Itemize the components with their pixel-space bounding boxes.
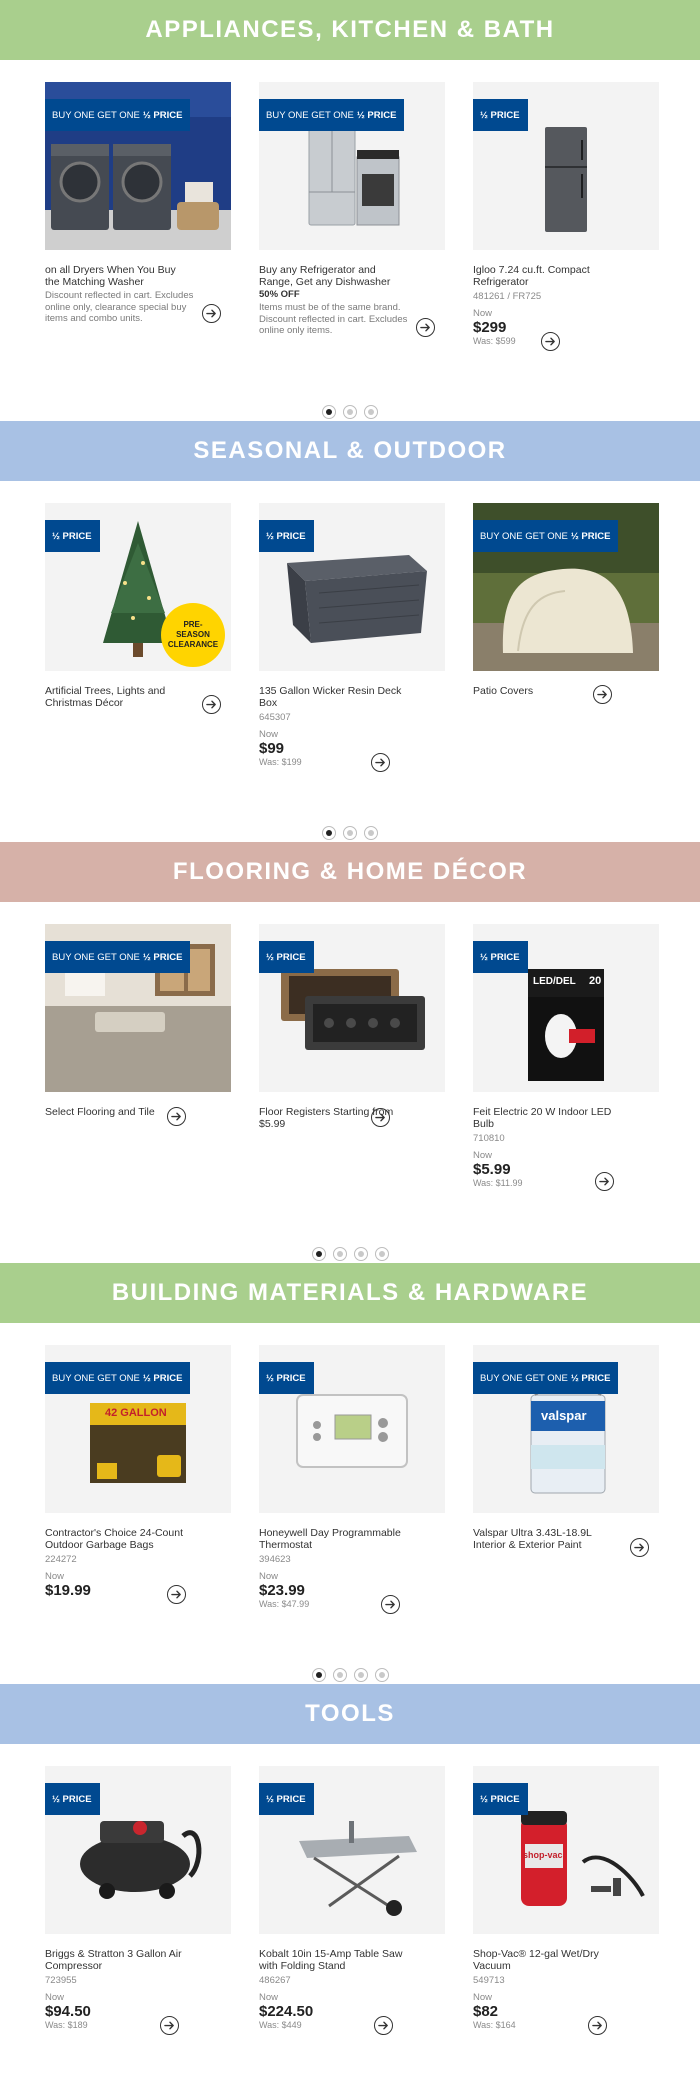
product-carousel [45, 1766, 660, 2066]
promo-badge [473, 520, 618, 552]
product-info [259, 1527, 445, 1609]
carousel-dot-3[interactable] [364, 405, 378, 419]
carousel-dot-1[interactable] [312, 1668, 326, 1682]
product-card[interactable] [259, 1345, 445, 1645]
product-card[interactable] [473, 82, 659, 382]
product-card[interactable] [45, 82, 231, 382]
product-title[interactable]: Igloo 7.24 cu.ft. Compact Refrigerator [473, 264, 590, 288]
svg-text:20: 20 [589, 975, 602, 987]
promo-badge [259, 520, 314, 552]
promo-badge-prefix: BUY ONE GET ONE [52, 1372, 140, 1384]
carousel-dot-4[interactable] [375, 1247, 389, 1261]
was-price: Was: $47.99 [259, 1599, 310, 1609]
section-4 [0, 1263, 700, 1684]
product-card[interactable] [473, 503, 659, 803]
product-card[interactable] [473, 924, 659, 1224]
product-title[interactable]: Briggs & Stratton 3 Gallon Air Compressor [45, 1948, 182, 1972]
arrow-right-icon [375, 757, 386, 768]
promo-badge [45, 99, 190, 131]
view-product-arrow-button[interactable] [160, 2016, 179, 2035]
product-image[interactable] [473, 1345, 659, 1513]
product-image[interactable] [45, 924, 231, 1092]
carousel-dot-2[interactable] [333, 1247, 347, 1261]
product-title[interactable]: Contractor's Choice 24-Count Outdoor Garbage Bags [45, 1527, 183, 1551]
product-title[interactable]: Select Flooring and Tile [45, 1106, 155, 1118]
section-2 [0, 421, 700, 842]
now-label: Now [473, 1150, 493, 1161]
arrow-right-icon [597, 689, 608, 700]
carousel-pagination [0, 405, 700, 421]
product-image[interactable] [45, 82, 231, 250]
sale-price: $94.50 [45, 2003, 91, 2020]
promo-badge-prefix: BUY ONE GET ONE [480, 530, 568, 542]
item-number: 394623 [259, 1554, 291, 1565]
product-image[interactable] [259, 503, 445, 671]
product-info [259, 1948, 445, 2030]
promo-badge-label: ½ PRICE [52, 530, 92, 542]
section-body [0, 1744, 700, 2081]
item-number: 645307 [259, 712, 291, 723]
promo-badge-prefix: BUY ONE GET ONE [52, 109, 140, 121]
arrow-right-icon [592, 2020, 603, 2031]
product-image[interactable] [473, 1766, 659, 1934]
carousel-dot-2[interactable] [343, 405, 357, 419]
promo-badge [45, 1362, 190, 1394]
item-number: 549713 [473, 1975, 505, 1986]
arrow-right-icon [375, 1112, 386, 1123]
view-product-arrow-button[interactable] [381, 1595, 400, 1614]
sale-price: $99 [259, 740, 285, 757]
offer-highlight: 50% OFF [259, 289, 300, 300]
arrow-right-icon [634, 1542, 645, 1553]
sale-price: $299 [473, 319, 507, 336]
section-3 [0, 842, 700, 1263]
product-title[interactable]: Feit Electric 20 W Indoor LED Bulb [473, 1106, 612, 1130]
product-info [473, 1106, 659, 1188]
offer-details: Items must be of the same brand. Discount reflected in cart. Excludes online only items. [259, 302, 408, 336]
promo-badge [473, 99, 528, 131]
promo-badge [45, 1783, 100, 1815]
product-carousel [45, 82, 660, 382]
carousel-dot-2[interactable] [333, 1668, 347, 1682]
section-header: APPLIANCES, KITCHEN & BATH [0, 0, 700, 60]
preseason-sticker: PRE-SEASON CLEARANCE [167, 620, 219, 649]
promo-badge-label: ½ PRICE [480, 951, 520, 963]
offer-details: Discount reflected in cart. Excludes online only, clearance special buy items and combo units. [45, 290, 194, 324]
now-label: Now [45, 1571, 65, 1582]
arrow-right-icon [171, 1111, 182, 1122]
product-info [259, 1106, 445, 1130]
now-label: Now [259, 729, 279, 740]
carousel-pagination [0, 826, 700, 842]
promo-badge-label: ½ PRICE [480, 1793, 520, 1805]
promo-badge [259, 941, 314, 973]
product-card[interactable] [473, 1345, 659, 1645]
product-info [473, 264, 659, 346]
section-body [0, 902, 700, 1263]
product-card[interactable] [45, 1345, 231, 1645]
product-image[interactable] [473, 924, 659, 1092]
now-label: Now [259, 1992, 279, 2003]
arrow-right-icon [164, 2020, 175, 2031]
product-title[interactable]: Honeywell Day Programmable Thermostat [259, 1527, 401, 1551]
view-product-arrow-button[interactable] [167, 1585, 186, 1604]
view-product-arrow-button[interactable] [371, 1108, 390, 1127]
carousel-dot-1[interactable] [322, 405, 336, 419]
promo-badge-label: ½ PRICE [570, 1372, 611, 1384]
promo-badge-prefix: BUY ONE GET ONE [52, 951, 140, 963]
view-product-arrow-button[interactable] [541, 332, 560, 351]
view-product-arrow-button[interactable] [167, 1107, 186, 1126]
view-product-arrow-button[interactable] [595, 1172, 614, 1191]
was-price: Was: $164 [473, 2020, 516, 2030]
was-price: Was: $11.99 [473, 1178, 523, 1188]
section-body [0, 60, 700, 421]
was-price: Was: $199 [259, 757, 302, 767]
view-product-arrow-button[interactable] [202, 695, 221, 714]
sale-price: $19.99 [45, 1582, 91, 1599]
carousel-pagination [0, 1247, 700, 1263]
sale-price: $5.99 [473, 1161, 511, 1178]
carousel-dot-3[interactable] [354, 1247, 368, 1261]
product-carousel [45, 1345, 660, 1645]
product-image[interactable] [259, 1766, 445, 1934]
product-image[interactable] [259, 1345, 445, 1513]
now-label: Now [473, 1992, 493, 2003]
product-title[interactable]: Artificial Trees, Lights and Christmas Décor [45, 685, 166, 709]
carousel-dot-4[interactable] [375, 1668, 389, 1682]
product-label-text: shop-vac [523, 1850, 563, 1860]
promo-badge-label: ½ PRICE [570, 530, 611, 542]
carousel-dot-3[interactable] [364, 826, 378, 840]
product-title[interactable]: Shop-Vac® 12-gal Wet/Dry Vacuum [473, 1948, 599, 1972]
product-card[interactable] [259, 82, 445, 382]
section-body [0, 481, 700, 842]
was-price: Was: $189 [45, 2020, 88, 2030]
section-header: TOOLS [0, 1684, 700, 1744]
product-info [473, 1948, 659, 2030]
view-product-arrow-button[interactable] [202, 304, 221, 323]
promo-badge [259, 1362, 314, 1394]
product-title[interactable]: Kobalt 10in 15-Amp Table Saw with Folding Stand [259, 1948, 403, 1972]
carousel-dot-1[interactable] [312, 1247, 326, 1261]
sale-price: $23.99 [259, 1582, 305, 1599]
promo-badge [473, 941, 528, 973]
promo-badge-prefix: BUY ONE GET ONE [480, 1372, 568, 1384]
product-title[interactable]: Floor Registers Starting from $5.99 [259, 1106, 394, 1130]
promo-badge [45, 941, 190, 973]
section-header: SEASONAL & OUTDOOR [0, 421, 700, 481]
product-image[interactable] [45, 1766, 231, 1934]
arrow-right-icon [378, 2020, 389, 2031]
product-carousel [45, 503, 660, 803]
now-label: Now [259, 1571, 279, 1582]
product-info [259, 685, 445, 767]
sale-price: $82 [473, 2003, 499, 2020]
product-card[interactable] [45, 924, 231, 1224]
product-info [45, 1527, 231, 1599]
item-number: 710810 [473, 1133, 505, 1144]
carousel-dot-2[interactable] [343, 826, 357, 840]
arrow-right-icon [206, 308, 217, 319]
view-product-arrow-button[interactable] [371, 753, 390, 772]
product-image[interactable] [45, 503, 231, 671]
product-card[interactable] [259, 924, 445, 1224]
section-header: BUILDING MATERIALS & HARDWARE [0, 1263, 700, 1323]
view-product-arrow-button[interactable] [416, 318, 435, 337]
promo-badge-label: ½ PRICE [480, 109, 520, 121]
view-product-arrow-button[interactable] [593, 685, 612, 704]
arrow-right-icon [545, 336, 556, 347]
promo-badge-label: ½ PRICE [142, 1372, 183, 1384]
product-image[interactable] [473, 82, 659, 250]
promo-badge-label: ½ PRICE [356, 109, 397, 121]
item-number: 486267 [259, 1975, 291, 1986]
product-card[interactable] [259, 503, 445, 803]
view-product-arrow-button[interactable] [588, 2016, 607, 2035]
product-title[interactable]: Valspar Ultra 3.43L-18.9L Interior & Exterior Paint [473, 1527, 592, 1551]
product-image[interactable] [45, 1345, 231, 1513]
section-5 [0, 1684, 700, 2081]
promo-badge-label: ½ PRICE [52, 1793, 92, 1805]
product-carousel [45, 924, 660, 1224]
product-image[interactable] [259, 924, 445, 1092]
product-title[interactable]: Buy any Refrigerator and Range, Get any Dishwasher [259, 264, 391, 288]
product-title[interactable]: Patio Covers [473, 685, 534, 697]
product-card[interactable] [45, 503, 231, 803]
promo-badge-label: ½ PRICE [266, 951, 306, 963]
promo-badge-label: ½ PRICE [266, 1372, 306, 1384]
product-image[interactable] [473, 503, 659, 671]
sale-price: $224.50 [259, 2003, 314, 2020]
product-title[interactable]: on all Dryers When You Buy the Matching Washer [45, 264, 176, 288]
arrow-right-icon [599, 1176, 610, 1187]
promo-badge [473, 1783, 528, 1815]
arrow-right-icon [171, 1589, 182, 1600]
promo-badge-label: ½ PRICE [266, 530, 306, 542]
view-product-arrow-button[interactable] [374, 2016, 393, 2035]
product-info [45, 1106, 231, 1118]
arrow-right-icon [385, 1599, 396, 1610]
carousel-dot-3[interactable] [354, 1668, 368, 1682]
now-label: Now [45, 1992, 65, 2003]
section-header: FLOORING & HOME DÉCOR [0, 842, 700, 902]
view-product-arrow-button[interactable] [630, 1538, 649, 1557]
promo-badge [259, 99, 404, 131]
item-number: 481261 / FR725 [473, 291, 542, 302]
product-label-text: LED/DEL [533, 976, 576, 987]
product-info [45, 1948, 231, 2030]
carousel-dot-1[interactable] [322, 826, 336, 840]
promo-badge [259, 1783, 314, 1815]
promo-badge-label: ½ PRICE [266, 1793, 306, 1805]
arrow-right-icon [206, 699, 217, 710]
product-label-text: 42 GALLON [105, 1407, 167, 1419]
product-info [473, 685, 659, 697]
item-number: 224272 [45, 1554, 77, 1565]
carousel-pagination [0, 1668, 700, 1684]
arrow-right-icon [420, 322, 431, 333]
promo-badge-label: ½ PRICE [142, 109, 183, 121]
section-1 [0, 0, 700, 421]
product-card[interactable] [45, 1766, 231, 2066]
product-image[interactable] [259, 82, 445, 250]
section-body [0, 1323, 700, 1684]
product-title[interactable]: 135 Gallon Wicker Resin Deck Box [259, 685, 402, 709]
now-label: Now [473, 308, 493, 319]
was-price: Was: $449 [259, 2020, 302, 2030]
promo-badge-prefix: BUY ONE GET ONE [266, 109, 354, 121]
product-card[interactable] [259, 1766, 445, 2066]
was-price: Was: $599 [473, 336, 516, 346]
product-card[interactable] [473, 1766, 659, 2066]
promo-badge-label: ½ PRICE [142, 951, 183, 963]
item-number: 723955 [45, 1975, 77, 1986]
promo-badge [45, 520, 100, 552]
product-label-text: valspar [541, 1408, 587, 1423]
promo-badge [473, 1362, 618, 1394]
